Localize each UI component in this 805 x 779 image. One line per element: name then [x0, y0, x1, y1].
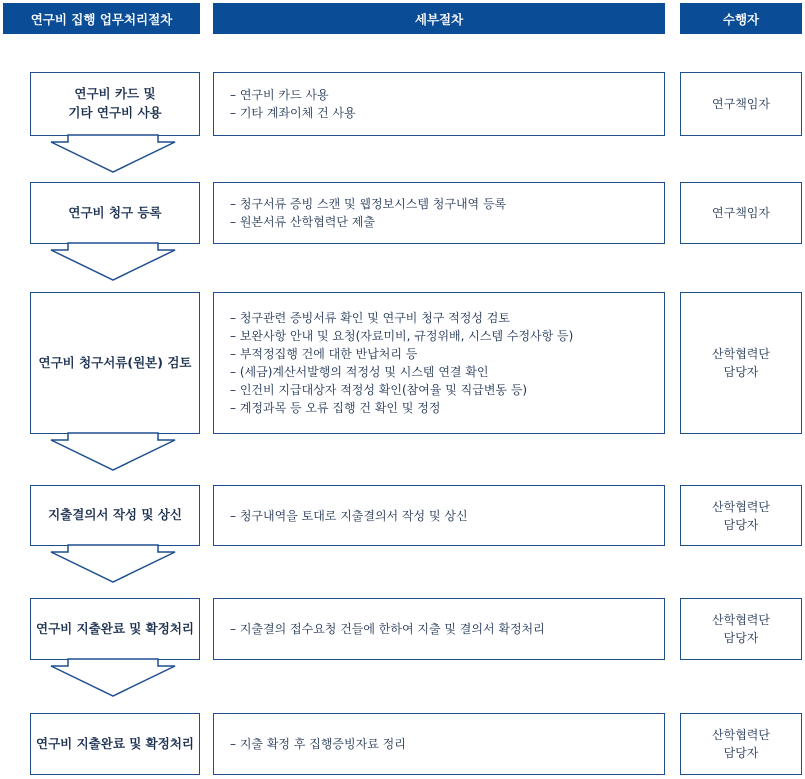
performer-box-1: 연구책임자: [680, 72, 802, 136]
detail-item: – 인건비 지급대상자 적정성 확인(참여율 및 직급변동 등): [230, 381, 664, 399]
detail-item: – 청구관련 증빙서류 확인 및 연구비 청구 적정성 검토: [230, 309, 664, 327]
detail-item: – 부적정집행 건에 대한 반납처리 등: [230, 345, 664, 363]
performer-box-5: 산학협력단 담당자: [680, 598, 802, 660]
header-performer: 수행자: [680, 3, 802, 34]
stage-box-6: 연구비 지출완료 및 확정처리: [30, 713, 200, 775]
detail-item: – 청구내역을 토대로 지출결의서 작성 및 상신: [230, 507, 664, 525]
flow-arrow-2: [48, 242, 178, 282]
detail-item: – 지출결의 접수요청 건들에 한하여 지출 및 결의서 확정처리: [230, 620, 664, 638]
detail-box-4: [213, 485, 665, 546]
detail-item: – 보완사항 안내 및 요청(자료미비, 규정위배, 시스템 수정사항 등): [230, 327, 664, 345]
detail-item: – 기타 계좌이체 건 사용: [230, 104, 664, 122]
stage-box-1: 연구비 카드 및 기타 연구비 사용: [30, 72, 200, 136]
performer-box-3: 산학협력단 담당자: [680, 292, 802, 434]
stage-box-5: 연구비 지출완료 및 확정처리: [30, 598, 200, 660]
detail-box-2: [213, 182, 665, 244]
flow-arrow-5: [48, 658, 178, 698]
header-details: 세부절차: [213, 3, 665, 34]
detail-item: – 원본서류 산학협력단 제출: [230, 213, 664, 231]
performer-box-4: 산학협력단 담당자: [680, 485, 802, 546]
header-process: 연구비 집행 업무처리절차: [3, 3, 200, 34]
detail-item: – (세금)계산서발행의 적정성 및 시스템 연결 확인: [230, 363, 664, 381]
flow-arrow-4: [48, 544, 178, 584]
detail-item: – 청구서류 증빙 스캔 및 웹정보시스템 청구내역 등록: [230, 195, 664, 213]
stage-box-2: 연구비 청구 등록: [30, 182, 200, 244]
stage-box-3: 연구비 청구서류(원본) 검토: [30, 292, 200, 434]
detail-item: – 연구비 카드 사용: [230, 86, 664, 104]
detail-box-3: [213, 292, 665, 434]
performer-box-2: 연구책임자: [680, 182, 802, 244]
stage-box-4: 지출결의서 작성 및 상신: [30, 485, 200, 546]
performer-box-6: 산학협력단 담당자: [680, 713, 802, 775]
detail-box-1: [213, 72, 665, 136]
detail-item: – 지출 확정 후 집행증빙자료 정리: [230, 735, 664, 753]
detail-box-5: [213, 598, 665, 660]
detail-item: – 계정과목 등 오류 집행 건 확인 및 정정: [230, 399, 664, 417]
flow-arrow-3: [48, 432, 178, 472]
flow-arrow-1: [48, 134, 178, 174]
detail-box-6: [213, 713, 665, 775]
